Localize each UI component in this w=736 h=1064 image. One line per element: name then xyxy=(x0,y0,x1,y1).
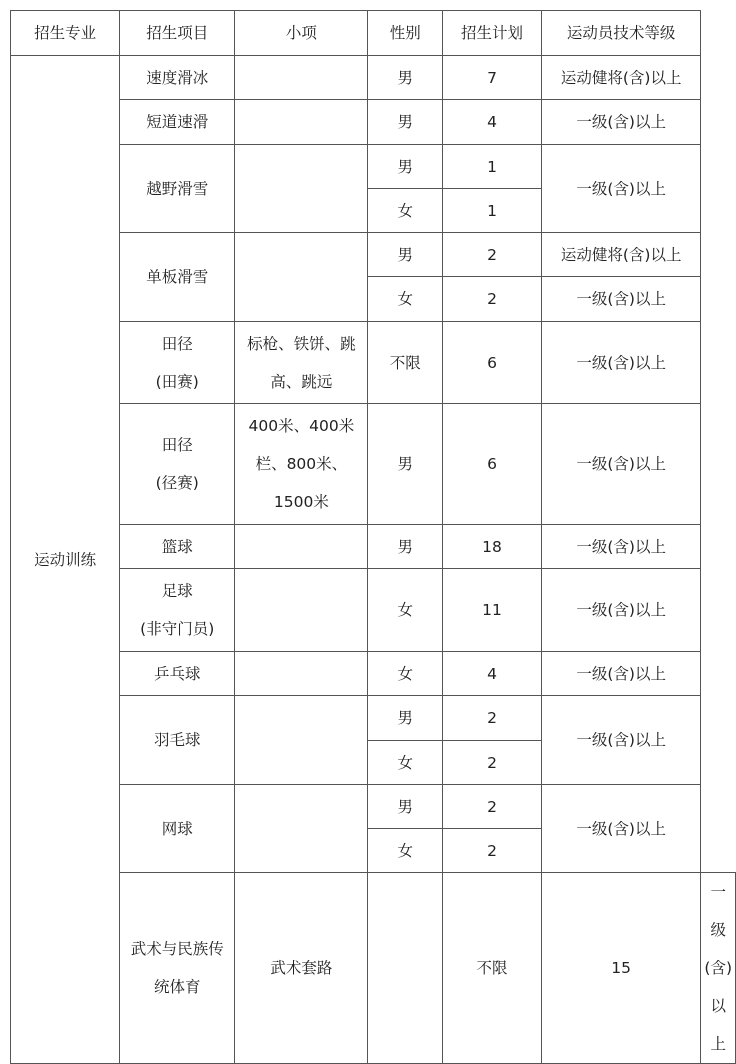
plan-cell: 4 xyxy=(443,100,542,145)
plan-cell: 1 xyxy=(443,145,542,189)
gender-cell: 男 xyxy=(368,145,443,189)
header-sub-event: 小项 xyxy=(235,11,368,56)
gender-cell: 女 xyxy=(368,652,443,696)
gender-cell: 男 xyxy=(368,525,443,569)
header-project: 招生项目 xyxy=(120,11,235,56)
admission-table xyxy=(10,10,736,1064)
sub-event-cell xyxy=(235,569,368,652)
plan-cell: 2 xyxy=(443,829,542,873)
header-major: 招生专业 xyxy=(11,11,120,56)
level-cell: 一级(含)以上 xyxy=(541,404,701,525)
level-cell: 一级(含)以上 xyxy=(541,785,701,873)
level-cell: 一级(含)以上 xyxy=(541,100,701,145)
plan-cell: 6 xyxy=(443,404,542,525)
gender-cell: 男 xyxy=(368,233,443,277)
plan-cell: 7 xyxy=(443,56,542,100)
plan-cell: 2 xyxy=(443,741,542,785)
gender-cell: 男 xyxy=(368,696,443,741)
header-plan: 招生计划 xyxy=(443,11,542,56)
table-row xyxy=(11,569,736,652)
table-row xyxy=(11,56,736,100)
project-cell: 羽毛球 xyxy=(120,696,235,785)
sub-event-cell: 标枪、铁饼、跳 高、跳远 xyxy=(235,322,368,404)
level-cell: 一级(含)以上 xyxy=(541,569,701,652)
plan-cell: 2 xyxy=(443,785,542,829)
level-cell: 运动健将(含)以上 xyxy=(541,56,701,100)
gender-cell: 男 xyxy=(368,100,443,145)
sub-event-cell: 400米、400米 栏、800米、 1500米 xyxy=(235,404,368,525)
table-row xyxy=(11,525,736,569)
project-cell: 单板滑雪 xyxy=(120,233,235,322)
plan-cell: 15 xyxy=(541,873,701,1064)
header-level: 运动员技术等级 xyxy=(541,11,701,56)
table-row xyxy=(11,145,736,189)
sub-event-cell xyxy=(235,525,368,569)
gender-cell: 男 xyxy=(368,785,443,829)
gender-cell: 女 xyxy=(368,569,443,652)
project-cell: 篮球 xyxy=(120,525,235,569)
gender-cell: 男 xyxy=(368,404,443,525)
level-cell: 一级(含)以上 xyxy=(541,145,701,233)
table-row xyxy=(11,652,736,696)
gender-cell: 不限 xyxy=(443,873,542,1064)
level-cell: 一级(含)以上 xyxy=(541,652,701,696)
plan-cell: 4 xyxy=(443,652,542,696)
plan-cell: 2 xyxy=(443,277,542,322)
gender-cell: 女 xyxy=(368,829,443,873)
plan-cell: 1 xyxy=(443,189,542,233)
header-gender: 性别 xyxy=(368,11,443,56)
major-cell: 武术与民族传统体育 xyxy=(120,873,235,1064)
sub-event-cell xyxy=(235,785,368,873)
project-cell: 速度滑冰 xyxy=(120,56,235,100)
gender-cell: 女 xyxy=(368,189,443,233)
level-cell: 一级(含)以上 xyxy=(541,277,701,322)
plan-cell: 18 xyxy=(443,525,542,569)
project-cell: 足球 (非守门员) xyxy=(120,569,235,652)
table-row xyxy=(11,785,736,829)
level-cell: 一级(含)以上 xyxy=(701,873,736,1064)
table-row xyxy=(11,100,736,145)
plan-cell: 2 xyxy=(443,696,542,741)
project-cell: 网球 xyxy=(120,785,235,873)
table-row xyxy=(11,322,736,404)
sub-event-cell xyxy=(368,873,443,1064)
header-row xyxy=(11,11,736,56)
sub-event-cell xyxy=(235,145,368,233)
project-cell: 武术套路 xyxy=(235,873,368,1064)
table-row xyxy=(11,404,736,525)
project-cell: 田径 (田赛) xyxy=(120,322,235,404)
project-cell: 乒乓球 xyxy=(120,652,235,696)
plan-cell: 11 xyxy=(443,569,542,652)
gender-cell: 男 xyxy=(368,56,443,100)
sub-event-cell xyxy=(235,56,368,100)
major-cell: 运动训练 xyxy=(11,56,120,1064)
level-cell: 运动健将(含)以上 xyxy=(541,233,701,277)
table-row xyxy=(11,233,736,277)
project-cell: 越野滑雪 xyxy=(120,145,235,233)
level-cell: 一级(含)以上 xyxy=(541,525,701,569)
sub-event-cell xyxy=(235,100,368,145)
plan-cell: 6 xyxy=(443,322,542,404)
gender-cell: 女 xyxy=(368,277,443,322)
sub-event-cell xyxy=(235,233,368,322)
sub-event-cell xyxy=(235,696,368,785)
table-row xyxy=(11,873,736,1064)
project-cell: 田径 (径赛) xyxy=(120,404,235,525)
sub-event-cell xyxy=(235,652,368,696)
gender-cell: 女 xyxy=(368,741,443,785)
level-cell: 一级(含)以上 xyxy=(541,322,701,404)
level-cell: 一级(含)以上 xyxy=(541,696,701,785)
plan-cell: 2 xyxy=(443,233,542,277)
gender-cell: 不限 xyxy=(368,322,443,404)
project-cell: 短道速滑 xyxy=(120,100,235,145)
table-row xyxy=(11,696,736,741)
